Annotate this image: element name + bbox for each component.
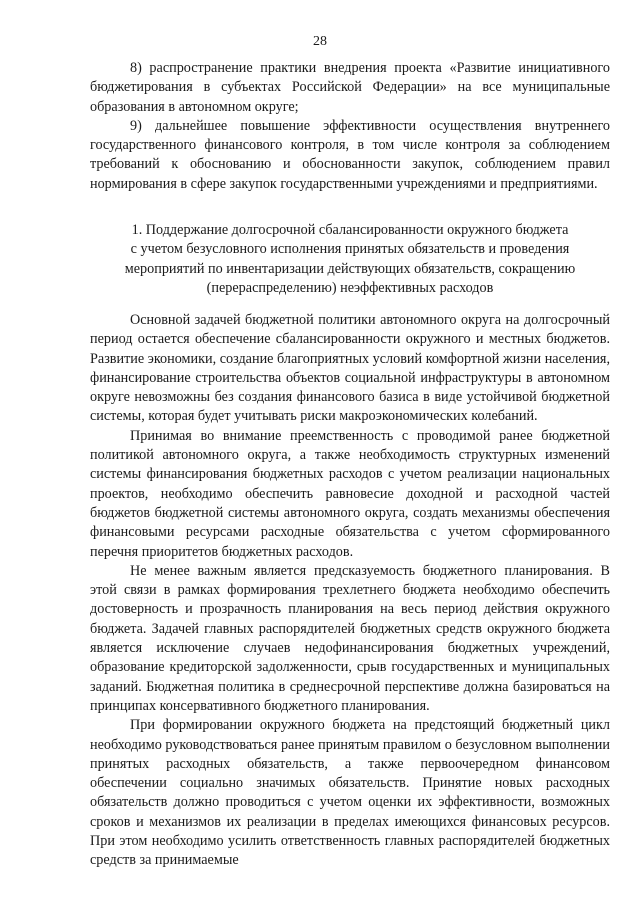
heading-line: с учетом безусловного исполнения принятых обязательств и проведения [130,241,570,258]
heading-line: 1. Поддержание долгосрочной сбалансированности окружного бюджета [131,222,569,238]
section-body [90,311,610,871]
heading-line: (перераспределению) неэффективных расходов [206,279,494,296]
section-heading [90,221,610,298]
list-item: 8) распространение практики внедрения проекта «Развитие инициативного бюджетирования в субъектах Российской Федерации» на все муниципальные образования в автономном округе; [90,60,610,115]
heading-line: мероприятий по инвентаризации действующих обязательств, сокращению [124,260,576,277]
paragraph: Не менее важным является предсказуемость бюджетного планирования. В этой связи в рамках формирования трехлетнего бюджета необходимо обеспечить достоверность и прозрачность планирования на весь период действия окружного бюджета. Задачей главных распорядителей бюджетных средств окружного бюджета является исключение случаев недофинансирования бюджетных учреждений, образование кредиторской задолженности, срыв государственных и муниципальных заданий. Бюджетная политика в среднесрочной перспективе должна базироваться на принципах консервативного бюджетного планирования. [90,562,610,714]
paragraph: Принимая во внимание преемственность с проводимой ранее бюджетной политикой автономного округа, а также необходимость структурных изменений системы финансирования бюджетных расходов с учетом реализации национальных проектов, необходимо обеспечить равновесие доходной и расходной частей бюджетов бюджетной системы автономного округа, создать механизмы обеспечения финансовыми ресурсами расходные обязательства с учетом сформированного перечня приоритетов бюджетных расходов. [90,427,610,560]
paragraph: Основной задачей бюджетной политики автономного округа на долгосрочный период остается обеспечение сбалансированности окружного и местных бюджетов. Развитие экономики, создание благоприятных условий комфортной жизни населения, финансирование строительства объектов социальной инфраструктуры в автономном округе невозможны без создания финансового базиса в виде устойчивой бюджетной системы, которая будет учитывать риски макроэкономических колебаний. [90,312,610,425]
list-item: 9) дальнейшее повышение эффективности осуществления внутреннего государственного финансового контроля, в том числе контроля за соблюдением требований к обоснованию и обоснованности закупок, соблюдением правил нормирования в сфере закупок государственными учреждениями и предприятиями. [90,117,610,192]
top-list [90,59,610,194]
paragraph: При формировании окружного бюджета на предстоящий бюджетный цикл необходимо руководствоваться ранее принятым правилом о безусловном выполнении принятых расходных обязательств, а также первоочередном финансовом обеспечении социально значимых обязательств. Принятие новых расходных обязательств должно проводиться с учетом оценки их эффективности, возможных сроков и механизмов их реализации в пределах имеющихся финансовых ресурсов. При этом необходимо усилить ответственность главных распорядителей бюджетных средств за принимаемые [90,717,610,869]
page-number: 28 [313,34,327,49]
